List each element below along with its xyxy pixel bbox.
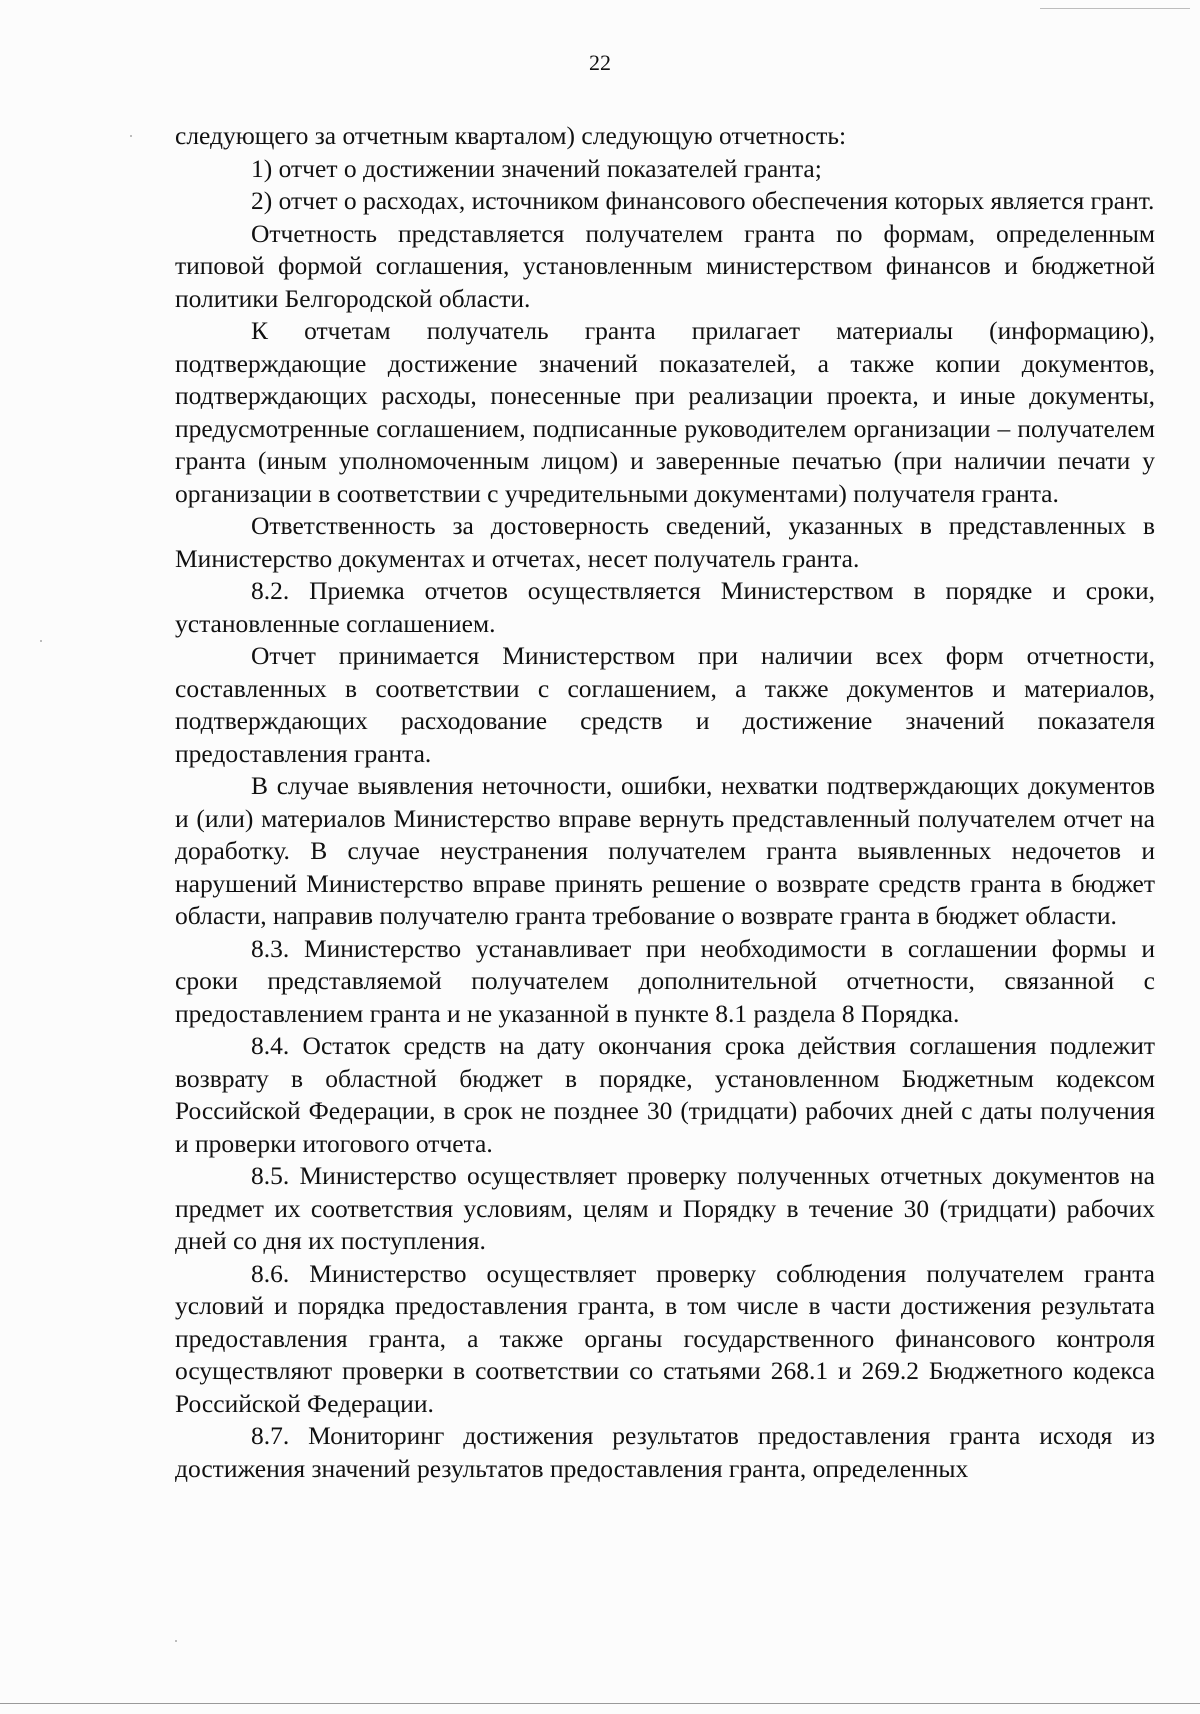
scan-edge-line [1040, 8, 1190, 9]
paragraph: следующего за отчетным кварталом) следующую отчетность: [175, 121, 847, 150]
paragraph: 2) отчет о расходах, источником финансового обеспечения которых является грант. [251, 186, 1155, 215]
paragraph: Ответственность за достоверность сведений, указанных в представленных в Министерство документах и отчетах, несет получатель гранта. [175, 511, 1155, 573]
page-number: 22 [589, 50, 611, 75]
paragraph: 8.6. Министерство осуществляет проверку соблюдения получателем гранта условий и порядка предоставления гранта, в том числе в части достижения результата предоставления гранта, а также органы государственного финансового контроля осуществляют проверки в соответствии со статьями 268.1 и 269.2 Бюджетного кодекса Российской Федерации. [175, 1258, 1155, 1418]
document-body [175, 120, 1155, 1485]
scan-speck [175, 1640, 177, 1642]
paragraph: 8.3. Министерство устанавливает при необходимости в соглашении формы и сроки представляемой получателем дополнительной отчетности, связанной с предоставлением гранта и не указанной в пункте 8.1 раздела 8 Порядка. [175, 933, 1155, 1028]
paragraph: 8.2. Приемка отчетов осуществляется Министерством в порядке и сроки, установленные соглашением. [175, 576, 1155, 638]
paragraph: 8.5. Министерство осуществляет проверку полученных отчетных документов на предмет их соответствия условиям, целям и Порядку в течение 30 (тридцати) рабочих дней со дня их поступления. [175, 1161, 1155, 1255]
paragraph: 1) отчет о достижении значений показателей гранта; [251, 153, 822, 183]
paragraph: В случае выявления неточности, ошибки, нехватки подтверждающих документов и (или) материалов Министерство вправе вернуть представленный получателем отчет на доработку. В случае неустранения получателем гранта выявленных недочетов и нарушений Министерство вправе принять решение о возврате средств гранта в бюджет области, направив получателю гранта требование о возврате гранта в бюджет области. [175, 771, 1155, 930]
paragraph: Отчетность представляется получателем гранта по формам, определенным типовой формой соглашения, установленным министерством финансов и бюджетной политики Белгородской области. [175, 218, 1155, 313]
scan-speck [130, 135, 132, 137]
paragraph: 8.7. Мониторинг достижения результатов предоставления гранта исходя из достижения значений результатов предоставления гранта, определенных [175, 1421, 1155, 1483]
scan-edge-line [0, 1703, 1200, 1704]
paragraph: Отчет принимается Министерством при наличии всех форм отчетности, составленных в соответствии с соглашением, а также документов и материалов, подтверждающих расходование средств и достижение значений показателя предоставления гранта. [175, 641, 1155, 768]
scan-speck [40, 640, 42, 642]
paragraph: 8.4. Остаток средств на дату окончания срока действия соглашения подлежит возврату в областной бюджет в порядке, установленном Бюджетным кодексом Российской Федерации, в срок не позднее 30 (тридцати) рабочих дней с даты получения и проверки итогового отчета. [175, 1031, 1155, 1158]
paragraph: К отчетам получатель гранта прилагает материалы (информацию), подтверждающие достижение значений показателей, а также копии документов, подтверждающих расходы, понесенные при реализации проекта, и иные документы, предусмотренные соглашением, подписанные руководителем организации – получателем гранта (иным уполномоченным лицом) и заверенные печатью (при наличии печати у организации в соответствии с учредительными документами) получателя гранта. [175, 316, 1155, 508]
